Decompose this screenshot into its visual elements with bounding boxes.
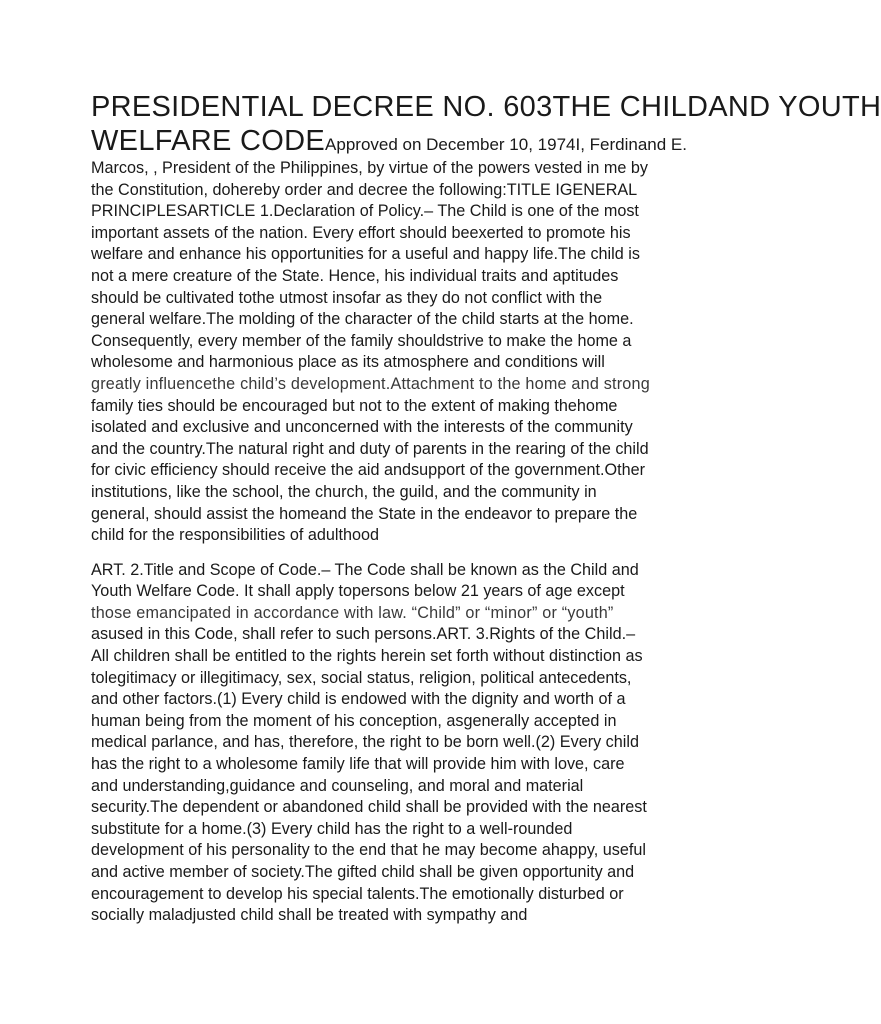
document-title-tail: Approved on December 10, 1974I, Ferdinand E. bbox=[325, 135, 687, 154]
text-line: wholesome and harmonious place as its atmosphere and conditions will bbox=[91, 353, 605, 372]
text-line: human being from the moment of his conception, asgenerally accepted in bbox=[91, 711, 617, 730]
text-line: development of his personality to the end that he may become ahappy, useful bbox=[91, 841, 646, 860]
text-line: child for the responsibilities of adulthood bbox=[91, 526, 379, 545]
text-line: Marcos, , President of the Philippines, by virtue of the powers vested in me by bbox=[91, 159, 648, 177]
text-line: and active member of society.The gifted child shall be given opportunity and bbox=[91, 863, 635, 881]
text-line: Consequently, every member of the family shouldstrive to make the home a bbox=[91, 331, 632, 350]
document-title-line-2 bbox=[91, 124, 691, 158]
text-line: asused in this Code, shall refer to such persons.ART. 3.Rights of the Child.– bbox=[91, 625, 636, 644]
text-line: has the right to a wholesome family life that will provide him with love, care bbox=[91, 755, 625, 774]
text-line: general welfare.The molding of the character of the child starts at the home. bbox=[91, 310, 634, 329]
text-line: general, should assist the homeand the State in the endeavor to prepare the bbox=[91, 504, 638, 523]
text-line: greatly influencethe child’s development.Attachment to the home and strong bbox=[91, 374, 650, 393]
text-line: All children shall be entitled to the rights herein set forth without distinction as bbox=[91, 647, 643, 666]
text-line: not a mere creature of the State. Hence, his individual traits and aptitudes bbox=[91, 266, 619, 285]
text-line: PRINCIPLESARTICLE 1.Declaration of Policy.– The Child is one of the most bbox=[91, 202, 639, 221]
paragraph-2 bbox=[91, 560, 691, 927]
text-line: ART. 2.Title and Scope of Code.– The Code shall be known as the Child and bbox=[91, 560, 639, 579]
text-line: welfare and enhance his opportunities for a useful and happy life.The child is bbox=[91, 245, 640, 264]
text-line: family ties should be encouraged but not to the extent of making thehome bbox=[91, 396, 618, 415]
text-line: socially maladjusted child shall be treated with sympathy and bbox=[91, 906, 528, 925]
text-line: the Constitution, dohereby order and decree the following:TITLE IGENERAL bbox=[91, 180, 638, 199]
text-line: important assets of the nation. Every effort should beexerted to promote his bbox=[91, 223, 631, 242]
text-line: tolegitimacy or illegitimacy, sex, social status, religion, political antecedents, bbox=[91, 668, 632, 687]
text-line: and other factors.(1) Every child is endowed with the dignity and worth of a bbox=[91, 690, 626, 709]
paragraph-gap bbox=[91, 547, 691, 560]
text-line: and the country.The natural right and duty of parents in the rearing of the child bbox=[91, 439, 649, 458]
document-title-line-1: PRESIDENTIAL DECREE NO. 603THE CHILDAND YOUTH bbox=[91, 91, 881, 123]
text-line: those emancipated in accordance with law. “Child” or “minor” or “youth” bbox=[91, 603, 614, 622]
text-line: for civic efficiency should receive the aid andsupport of the government.Other bbox=[91, 461, 645, 480]
text-line: encouragement to develop his special talents.The emotionally disturbed or bbox=[91, 884, 624, 903]
text-line: Youth Welfare Code. It shall apply topersons below 21 years of age except bbox=[91, 582, 625, 601]
text-line: security.The dependent or abandoned child shall be provided with the nearest bbox=[91, 798, 647, 817]
document-page bbox=[91, 90, 881, 927]
text-line: and understanding,guidance and counseling, and moral and material bbox=[91, 776, 584, 795]
text-line: institutions, like the school, the church, the guild, and the community in bbox=[91, 482, 597, 501]
paragraph-1 bbox=[91, 158, 691, 547]
text-line: medical parlance, and has, therefore, the right to be born well.(2) Every child bbox=[91, 733, 639, 752]
text-line: should be cultivated tothe utmost insofar as they do not conflict with the bbox=[91, 288, 603, 307]
document-title-head: WELFARE CODE bbox=[91, 125, 326, 157]
text-line: isolated and exclusive and unconcerned with the interests of the community bbox=[91, 418, 633, 437]
text-line: substitute for a home.(3) Every child has the right to a well-rounded bbox=[91, 819, 573, 838]
